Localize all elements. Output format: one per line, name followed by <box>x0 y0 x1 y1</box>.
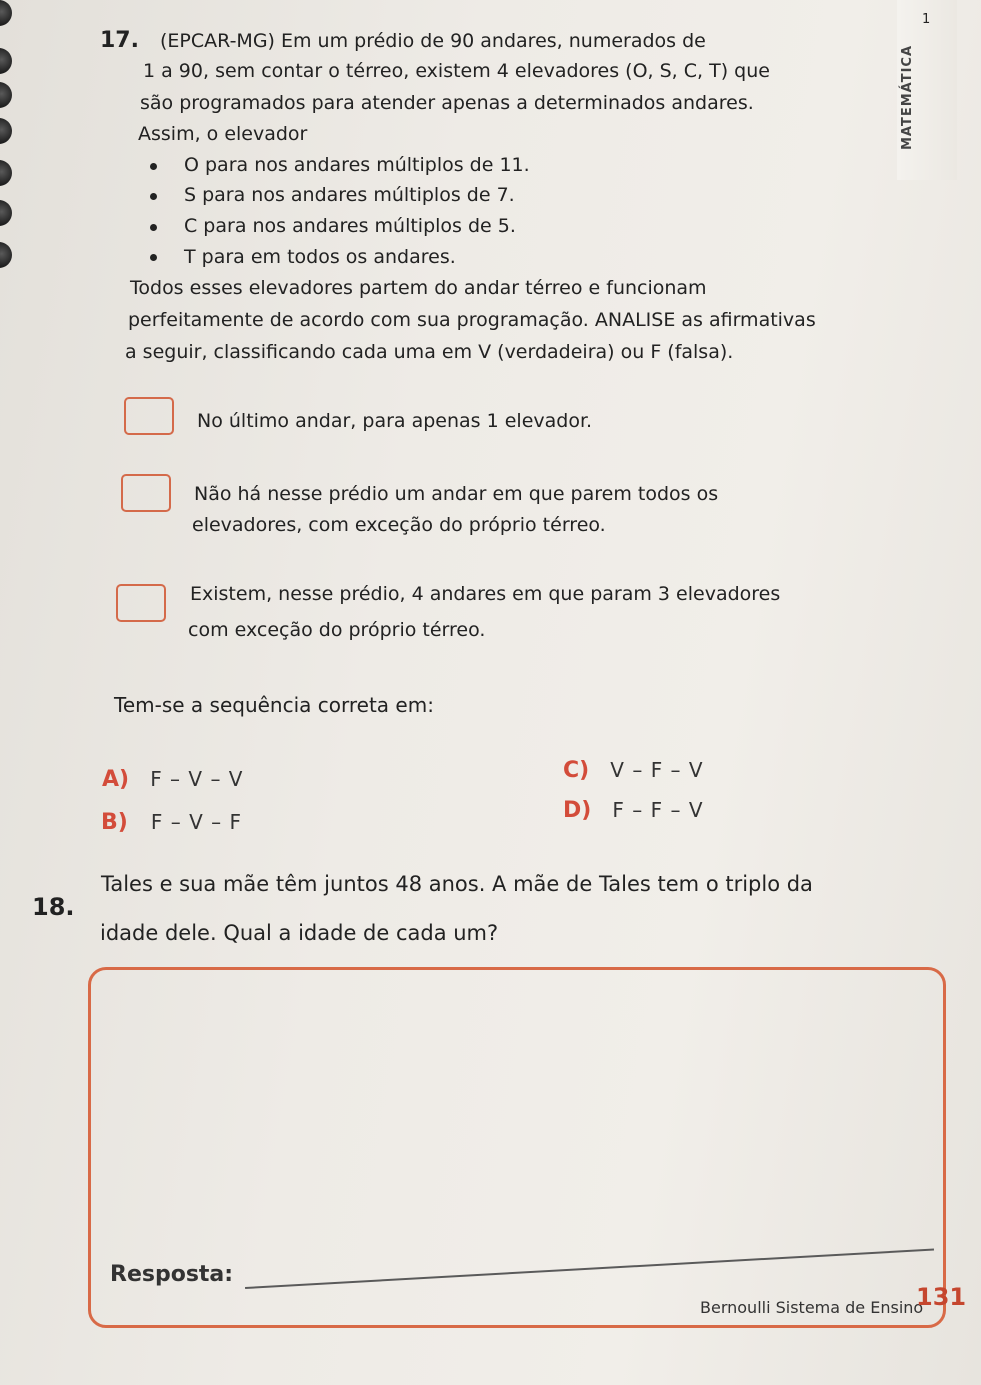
rule-item: T para em todos os andares. <box>184 246 456 268</box>
bullet-icon <box>150 163 157 170</box>
option-d[interactable] <box>563 798 704 823</box>
question-18-number: 18. <box>32 893 75 921</box>
answer-label: Resposta: <box>110 1262 234 1287</box>
option-c-letter: C) <box>563 758 590 783</box>
statement-2-text-line-2: elevadores, com exceção do próprio térreo. <box>192 514 606 536</box>
spiral-ring-icon <box>0 242 12 268</box>
option-c[interactable] <box>563 758 704 783</box>
rule-item: C para nos andares múltiplos de 5. <box>184 215 516 237</box>
question-18-line-1: Tales e sua mãe têm juntos 48 anos. A mãe de Tales tem o triplo da <box>101 872 813 896</box>
statement-1-checkbox[interactable] <box>124 397 174 435</box>
side-tab-label: MATEMÁTICA <box>900 44 915 150</box>
spiral-ring-icon <box>0 48 12 74</box>
question-18-line-2: idade dele. Qual a idade de cada um? <box>100 921 499 945</box>
statement-3-text-line-2: com exceção do próprio térreo. <box>188 619 486 641</box>
question-17-line-1: (EPCAR-MG) Em um prédio de 90 andares, numerados de <box>160 30 706 52</box>
option-b[interactable] <box>101 810 242 835</box>
sequence-prompt: Tem-se a sequência correta em: <box>114 693 434 717</box>
option-d-text: F – F – V <box>612 798 704 822</box>
footer-publisher: Bernoulli Sistema de Ensino <box>700 1298 924 1317</box>
rule-item: O para nos andares múltiplos de 11. <box>184 154 530 176</box>
option-b-text: F – V – F <box>150 810 243 834</box>
statement-2-checkbox[interactable] <box>121 474 171 512</box>
rule-item: S para nos andares múltiplos de 7. <box>184 184 515 206</box>
page-number: 131 <box>916 1283 967 1311</box>
bullet-icon <box>150 193 157 200</box>
question-17-line-2: 1 a 90, sem contar o térreo, existem 4 elevadores (O, S, C, T) que <box>143 60 770 82</box>
question-17-body-2: perfeitamente de acordo com sua programação. ANALISE as afirmativas <box>128 309 816 331</box>
statement-2-text-line-1: Não há nesse prédio um andar em que parem todos os <box>194 483 719 505</box>
option-a-text: F – V – V <box>150 767 244 791</box>
option-c-text: V – F – V <box>610 758 704 782</box>
spiral-ring-icon <box>0 160 12 186</box>
option-a-letter: A) <box>102 767 130 792</box>
statement-3-checkbox[interactable] <box>116 584 166 622</box>
bullet-icon <box>150 224 157 231</box>
question-17-line-4: Assim, o elevador <box>138 123 308 145</box>
side-tab-number: 1 <box>922 12 931 27</box>
statement-3-text-line-1: Existem, nesse prédio, 4 andares em que param 3 elevadores <box>190 583 781 605</box>
statement-1-text: No último andar, para apenas 1 elevador. <box>197 410 593 432</box>
spiral-ring-icon <box>0 0 12 26</box>
bullet-icon <box>150 254 157 261</box>
question-17-body-1: Todos esses elevadores partem do andar térreo e funcionam <box>130 277 707 299</box>
option-b-letter: B) <box>101 810 128 835</box>
option-a[interactable] <box>102 767 243 792</box>
question-17-line-3: são programados para atender apenas a determinados andares. <box>140 92 754 114</box>
question-17-number: 17. <box>100 28 139 53</box>
spiral-ring-icon <box>0 82 12 108</box>
spiral-ring-icon <box>0 200 12 226</box>
question-17-body-3: a seguir, classificando cada uma em V (verdadeira) ou F (falsa). <box>125 341 734 363</box>
option-d-letter: D) <box>563 798 592 823</box>
spiral-ring-icon <box>0 118 12 144</box>
